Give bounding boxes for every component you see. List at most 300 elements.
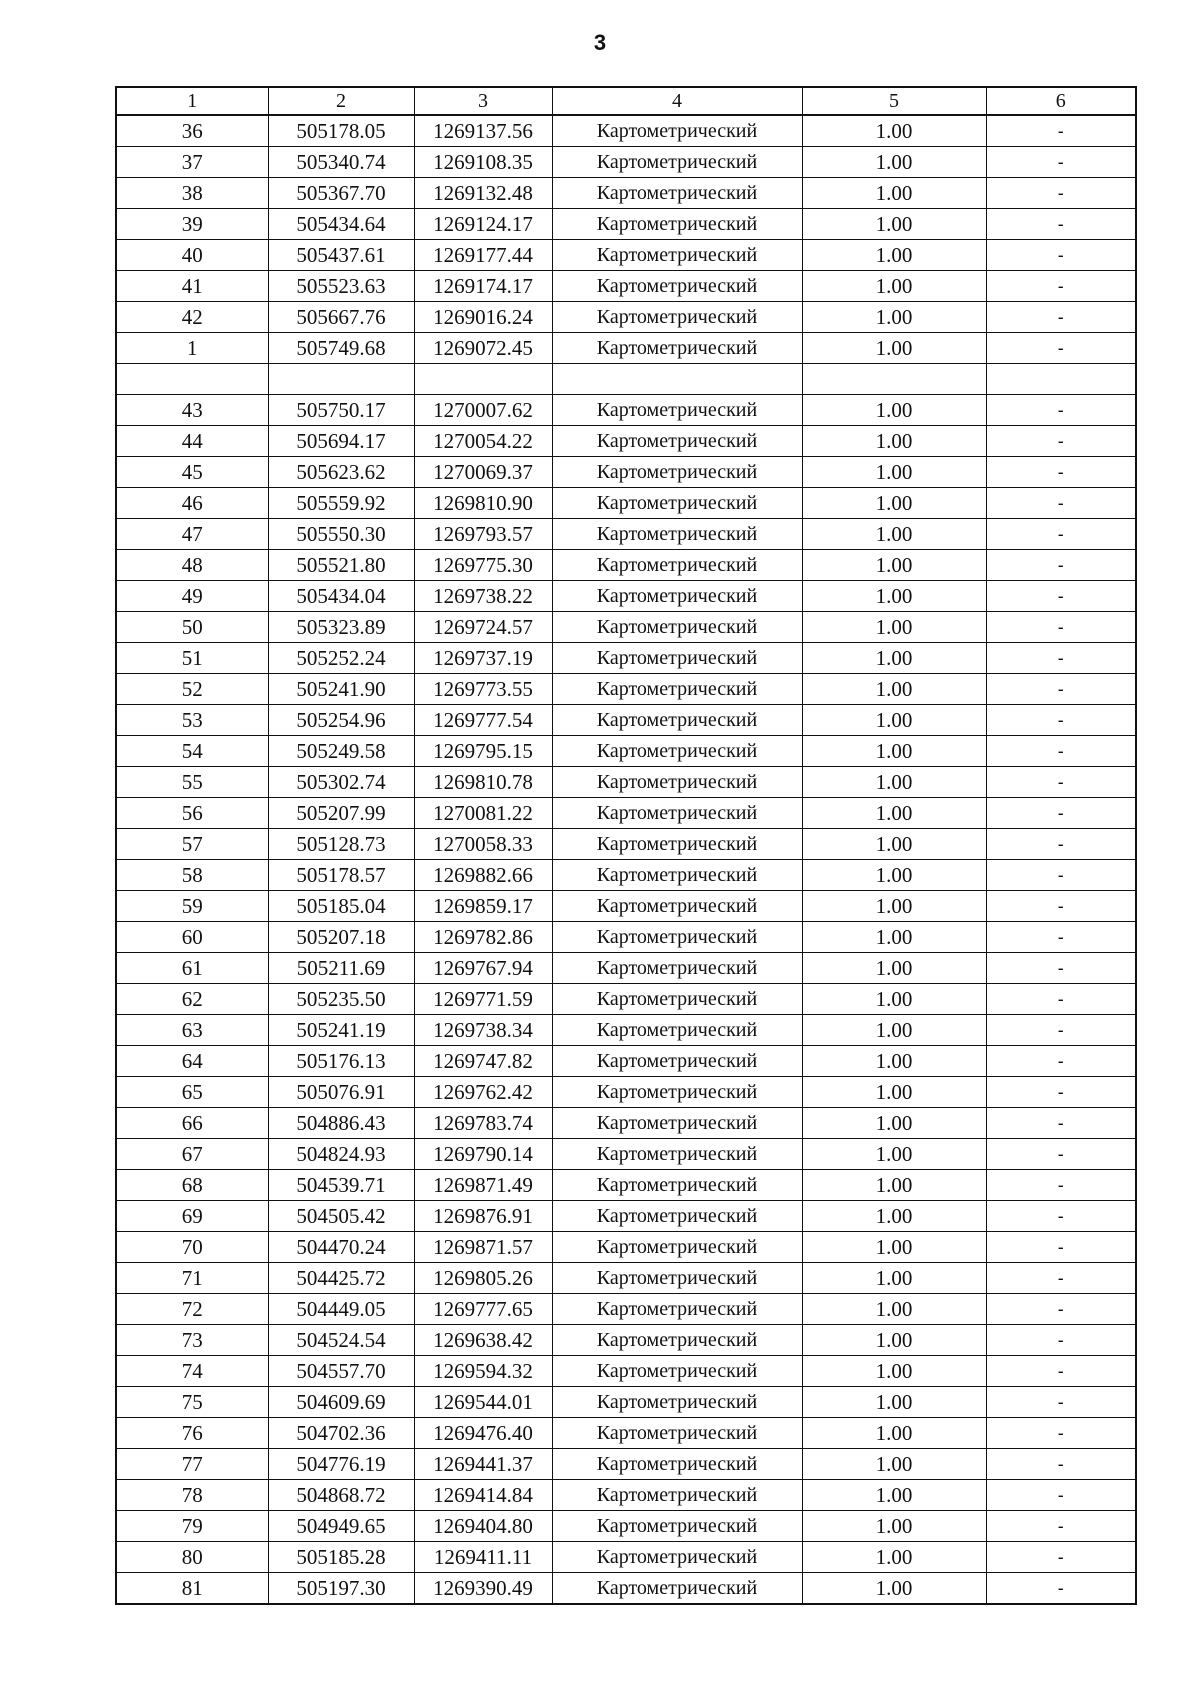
description-cell: - [986, 426, 1136, 457]
x-coordinate-cell: 505434.04 [268, 581, 414, 612]
description-cell: - [986, 271, 1136, 302]
y-coordinate-cell: 1269638.42 [414, 1325, 552, 1356]
x-coordinate-cell: 505178.05 [268, 115, 414, 147]
method-cell: Картометрический [552, 1480, 802, 1511]
table-row [116, 1263, 1136, 1294]
description-cell: - [986, 1418, 1136, 1449]
point-number-cell: 57 [116, 829, 268, 860]
y-coordinate-cell: 1269762.42 [414, 1077, 552, 1108]
table-row [116, 240, 1136, 271]
x-coordinate-cell: 504505.42 [268, 1201, 414, 1232]
point-number-cell: 81 [116, 1573, 268, 1605]
point-number-cell: 48 [116, 550, 268, 581]
x-coordinate-cell: 505254.96 [268, 705, 414, 736]
accuracy-cell: 1.00 [802, 674, 986, 705]
table-row [116, 643, 1136, 674]
point-number-cell: 69 [116, 1201, 268, 1232]
method-cell: Картометрический [552, 1046, 802, 1077]
method-cell: Картометрический [552, 240, 802, 271]
method-cell: Картометрический [552, 1542, 802, 1573]
column-header: 5 [802, 87, 986, 115]
method-cell: Картометрический [552, 333, 802, 364]
x-coordinate-cell: 505667.76 [268, 302, 414, 333]
method-cell: Картометрический [552, 798, 802, 829]
description-cell: - [986, 1077, 1136, 1108]
point-number-cell: 42 [116, 302, 268, 333]
accuracy-cell: 1.00 [802, 1480, 986, 1511]
description-cell: - [986, 953, 1136, 984]
y-coordinate-cell: 1269544.01 [414, 1387, 552, 1418]
x-coordinate-cell: 505211.69 [268, 953, 414, 984]
description-cell: - [986, 178, 1136, 209]
x-coordinate-cell: 505749.68 [268, 333, 414, 364]
point-number-cell: 63 [116, 1015, 268, 1046]
x-coordinate-cell: 505197.30 [268, 1573, 414, 1605]
description-cell: - [986, 147, 1136, 178]
table-row [116, 1015, 1136, 1046]
description-cell: - [986, 1015, 1136, 1046]
accuracy-cell: 1.00 [802, 115, 986, 147]
table-row [116, 209, 1136, 240]
x-coordinate-cell: 505207.99 [268, 798, 414, 829]
point-number-cell: 79 [116, 1511, 268, 1542]
method-cell: Картометрический [552, 550, 802, 581]
point-number-cell: 62 [116, 984, 268, 1015]
y-coordinate-cell: 1269810.78 [414, 767, 552, 798]
y-coordinate-cell: 1269773.55 [414, 674, 552, 705]
point-number-cell: 53 [116, 705, 268, 736]
table-row [116, 860, 1136, 891]
x-coordinate-cell: 505523.63 [268, 271, 414, 302]
accuracy-cell: 1.00 [802, 581, 986, 612]
x-coordinate-cell: 505128.73 [268, 829, 414, 860]
y-coordinate-cell: 1269795.15 [414, 736, 552, 767]
table-row [116, 705, 1136, 736]
x-coordinate-cell: 505302.74 [268, 767, 414, 798]
method-cell: Картометрический [552, 891, 802, 922]
method-cell: Картометрический [552, 1232, 802, 1263]
x-coordinate-cell: 504886.43 [268, 1108, 414, 1139]
table-row [116, 1573, 1136, 1605]
y-coordinate-cell: 1269771.59 [414, 984, 552, 1015]
y-coordinate-cell: 1269876.91 [414, 1201, 552, 1232]
y-coordinate-cell: 1269777.65 [414, 1294, 552, 1325]
y-coordinate-cell: 1269132.48 [414, 178, 552, 209]
table-row [116, 333, 1136, 364]
x-coordinate-cell: 505559.92 [268, 488, 414, 519]
point-number-cell: 51 [116, 643, 268, 674]
accuracy-cell: 1.00 [802, 147, 986, 178]
y-coordinate-cell: 1269767.94 [414, 953, 552, 984]
description-cell: - [986, 302, 1136, 333]
y-coordinate-cell: 1269747.82 [414, 1046, 552, 1077]
table-row [116, 550, 1136, 581]
x-coordinate-cell: 505323.89 [268, 612, 414, 643]
x-coordinate-cell: 505241.90 [268, 674, 414, 705]
point-number-cell: 77 [116, 1449, 268, 1480]
y-coordinate-cell: 1269476.40 [414, 1418, 552, 1449]
point-number-cell: 50 [116, 612, 268, 643]
table-row [116, 395, 1136, 426]
point-number-cell [116, 364, 268, 395]
column-header: 6 [986, 87, 1136, 115]
y-coordinate-cell: 1269177.44 [414, 240, 552, 271]
point-number-cell: 55 [116, 767, 268, 798]
table-row [116, 302, 1136, 333]
x-coordinate-cell: 504824.93 [268, 1139, 414, 1170]
accuracy-cell: 1.00 [802, 643, 986, 674]
y-coordinate-cell [414, 364, 552, 395]
method-cell: Картометрический [552, 1573, 802, 1605]
accuracy-cell: 1.00 [802, 1294, 986, 1325]
table-body [116, 87, 1136, 1604]
table-row [116, 1511, 1136, 1542]
table-row [116, 178, 1136, 209]
point-number-cell: 70 [116, 1232, 268, 1263]
method-cell: Картометрический [552, 519, 802, 550]
table-row [116, 1542, 1136, 1573]
y-coordinate-cell: 1269108.35 [414, 147, 552, 178]
point-number-cell: 47 [116, 519, 268, 550]
description-cell: - [986, 333, 1136, 364]
method-cell: Картометрический [552, 488, 802, 519]
accuracy-cell: 1.00 [802, 767, 986, 798]
point-number-cell: 39 [116, 209, 268, 240]
y-coordinate-cell: 1270069.37 [414, 457, 552, 488]
point-number-cell: 59 [116, 891, 268, 922]
point-number-cell: 64 [116, 1046, 268, 1077]
point-number-cell: 74 [116, 1356, 268, 1387]
table-row [116, 891, 1136, 922]
point-number-cell: 67 [116, 1139, 268, 1170]
point-number-cell: 72 [116, 1294, 268, 1325]
table-row [116, 767, 1136, 798]
description-cell: - [986, 1232, 1136, 1263]
method-cell: Картометрический [552, 1263, 802, 1294]
x-coordinate-cell: 504449.05 [268, 1294, 414, 1325]
point-number-cell: 40 [116, 240, 268, 271]
description-cell: - [986, 550, 1136, 581]
description-cell: - [986, 1046, 1136, 1077]
point-number-cell: 76 [116, 1418, 268, 1449]
description-cell: - [986, 457, 1136, 488]
description-cell: - [986, 1480, 1136, 1511]
point-number-cell: 46 [116, 488, 268, 519]
point-number-cell: 44 [116, 426, 268, 457]
y-coordinate-cell: 1269137.56 [414, 115, 552, 147]
point-number-cell: 58 [116, 860, 268, 891]
y-coordinate-cell: 1270081.22 [414, 798, 552, 829]
table-row [116, 364, 1136, 395]
method-cell: Картометрический [552, 705, 802, 736]
y-coordinate-cell: 1269016.24 [414, 302, 552, 333]
table-row [116, 674, 1136, 705]
x-coordinate-cell: 505623.62 [268, 457, 414, 488]
method-cell: Картометрический [552, 1325, 802, 1356]
x-coordinate-cell: 505694.17 [268, 426, 414, 457]
method-cell: Картометрический [552, 457, 802, 488]
table-row [116, 488, 1136, 519]
accuracy-cell [802, 364, 986, 395]
accuracy-cell: 1.00 [802, 519, 986, 550]
description-cell: - [986, 1170, 1136, 1201]
x-coordinate-cell: 504539.71 [268, 1170, 414, 1201]
description-cell: - [986, 581, 1136, 612]
accuracy-cell: 1.00 [802, 829, 986, 860]
table-row [116, 1418, 1136, 1449]
x-coordinate-cell: 504470.24 [268, 1232, 414, 1263]
description-cell: - [986, 612, 1136, 643]
point-number-cell: 60 [116, 922, 268, 953]
description-cell: - [986, 1294, 1136, 1325]
y-coordinate-cell: 1269724.57 [414, 612, 552, 643]
table-row [116, 1387, 1136, 1418]
method-cell: Картометрический [552, 1356, 802, 1387]
x-coordinate-cell: 505340.74 [268, 147, 414, 178]
method-cell: Картометрический [552, 426, 802, 457]
table-row [116, 581, 1136, 612]
accuracy-cell: 1.00 [802, 209, 986, 240]
y-coordinate-cell: 1270054.22 [414, 426, 552, 457]
description-cell: - [986, 1139, 1136, 1170]
method-cell: Картометрический [552, 178, 802, 209]
description-cell: - [986, 984, 1136, 1015]
accuracy-cell: 1.00 [802, 736, 986, 767]
accuracy-cell: 1.00 [802, 953, 986, 984]
x-coordinate-cell: 505176.13 [268, 1046, 414, 1077]
accuracy-cell: 1.00 [802, 457, 986, 488]
point-number-cell: 75 [116, 1387, 268, 1418]
accuracy-cell: 1.00 [802, 1356, 986, 1387]
x-coordinate-cell: 504949.65 [268, 1511, 414, 1542]
table-row [116, 953, 1136, 984]
accuracy-cell: 1.00 [802, 1542, 986, 1573]
y-coordinate-cell: 1269871.57 [414, 1232, 552, 1263]
point-number-cell: 52 [116, 674, 268, 705]
method-cell: Картометрический [552, 1511, 802, 1542]
point-number-cell: 78 [116, 1480, 268, 1511]
x-coordinate-cell: 505185.04 [268, 891, 414, 922]
method-cell: Картометрический [552, 1294, 802, 1325]
y-coordinate-cell: 1269783.74 [414, 1108, 552, 1139]
description-cell: - [986, 922, 1136, 953]
x-coordinate-cell: 505185.28 [268, 1542, 414, 1573]
description-cell: - [986, 798, 1136, 829]
method-cell: Картометрический [552, 302, 802, 333]
x-coordinate-cell [268, 364, 414, 395]
y-coordinate-cell: 1269594.32 [414, 1356, 552, 1387]
table-row [116, 1232, 1136, 1263]
point-number-cell: 36 [116, 115, 268, 147]
point-number-cell: 68 [116, 1170, 268, 1201]
method-cell: Картометрический [552, 115, 802, 147]
y-coordinate-cell: 1269777.54 [414, 705, 552, 736]
description-cell: - [986, 1449, 1136, 1480]
method-cell: Картометрический [552, 643, 802, 674]
x-coordinate-cell: 505521.80 [268, 550, 414, 581]
point-number-cell: 49 [116, 581, 268, 612]
description-cell: - [986, 1108, 1136, 1139]
page-number: 3 [593, 30, 607, 55]
table-row [116, 115, 1136, 147]
x-coordinate-cell: 505252.24 [268, 643, 414, 674]
description-cell: - [986, 488, 1136, 519]
method-cell: Картометрический [552, 984, 802, 1015]
x-coordinate-cell: 505550.30 [268, 519, 414, 550]
point-number-cell: 65 [116, 1077, 268, 1108]
y-coordinate-cell: 1269124.17 [414, 209, 552, 240]
table-row [116, 1480, 1136, 1511]
table-row [116, 736, 1136, 767]
method-cell: Картометрический [552, 829, 802, 860]
accuracy-cell: 1.00 [802, 612, 986, 643]
method-cell: Картометрический [552, 736, 802, 767]
table-row [116, 1046, 1136, 1077]
point-number-cell: 61 [116, 953, 268, 984]
table-row [116, 519, 1136, 550]
accuracy-cell: 1.00 [802, 1573, 986, 1605]
method-cell: Картометрический [552, 147, 802, 178]
point-number-cell: 38 [116, 178, 268, 209]
accuracy-cell: 1.00 [802, 550, 986, 581]
method-cell: Картометрический [552, 1170, 802, 1201]
method-cell: Картометрический [552, 395, 802, 426]
method-cell: Картометрический [552, 209, 802, 240]
table-row [116, 1077, 1136, 1108]
accuracy-cell: 1.00 [802, 860, 986, 891]
point-number-cell: 43 [116, 395, 268, 426]
table-row [116, 1139, 1136, 1170]
description-cell: - [986, 1201, 1136, 1232]
y-coordinate-cell: 1269790.14 [414, 1139, 552, 1170]
x-coordinate-cell: 504702.36 [268, 1418, 414, 1449]
accuracy-cell: 1.00 [802, 240, 986, 271]
description-cell: - [986, 1573, 1136, 1605]
x-coordinate-cell: 505367.70 [268, 178, 414, 209]
point-number-cell: 54 [116, 736, 268, 767]
accuracy-cell: 1.00 [802, 1232, 986, 1263]
y-coordinate-cell: 1270058.33 [414, 829, 552, 860]
y-coordinate-cell: 1269738.22 [414, 581, 552, 612]
x-coordinate-cell: 505437.61 [268, 240, 414, 271]
method-cell: Картометрический [552, 581, 802, 612]
table-row [116, 798, 1136, 829]
method-cell: Картометрический [552, 1139, 802, 1170]
method-cell: Картометрический [552, 612, 802, 643]
point-number-cell: 56 [116, 798, 268, 829]
method-cell: Картометрический [552, 1201, 802, 1232]
x-coordinate-cell: 505249.58 [268, 736, 414, 767]
y-coordinate-cell: 1269882.66 [414, 860, 552, 891]
y-coordinate-cell: 1269072.45 [414, 333, 552, 364]
x-coordinate-cell: 505750.17 [268, 395, 414, 426]
point-number-cell: 66 [116, 1108, 268, 1139]
description-cell: - [986, 674, 1136, 705]
x-coordinate-cell: 504609.69 [268, 1387, 414, 1418]
method-cell: Картометрический [552, 674, 802, 705]
accuracy-cell: 1.00 [802, 271, 986, 302]
description-cell: - [986, 891, 1136, 922]
accuracy-cell: 1.00 [802, 984, 986, 1015]
table-row [116, 922, 1136, 953]
description-cell: - [986, 1263, 1136, 1294]
y-coordinate-cell: 1269737.19 [414, 643, 552, 674]
table-row [116, 1108, 1136, 1139]
table-row [116, 1294, 1136, 1325]
point-number-cell: 1 [116, 333, 268, 364]
method-cell: Картометрический [552, 1077, 802, 1108]
point-number-cell: 45 [116, 457, 268, 488]
accuracy-cell: 1.00 [802, 1170, 986, 1201]
accuracy-cell: 1.00 [802, 1325, 986, 1356]
accuracy-cell: 1.00 [802, 1108, 986, 1139]
table-row [116, 271, 1136, 302]
y-coordinate-cell: 1269810.90 [414, 488, 552, 519]
accuracy-cell: 1.00 [802, 705, 986, 736]
x-coordinate-cell: 505434.64 [268, 209, 414, 240]
y-coordinate-cell: 1269390.49 [414, 1573, 552, 1605]
point-number-cell: 71 [116, 1263, 268, 1294]
method-cell: Картометрический [552, 1418, 802, 1449]
description-cell: - [986, 1356, 1136, 1387]
accuracy-cell: 1.00 [802, 1387, 986, 1418]
accuracy-cell: 1.00 [802, 1418, 986, 1449]
method-cell: Картометрический [552, 953, 802, 984]
accuracy-cell: 1.00 [802, 178, 986, 209]
table-row [116, 1170, 1136, 1201]
y-coordinate-cell: 1269411.11 [414, 1542, 552, 1573]
method-cell [552, 364, 802, 395]
accuracy-cell: 1.00 [802, 1511, 986, 1542]
method-cell: Картометрический [552, 271, 802, 302]
method-cell: Картометрический [552, 860, 802, 891]
table-row [116, 1201, 1136, 1232]
description-cell [986, 364, 1136, 395]
x-coordinate-cell: 504776.19 [268, 1449, 414, 1480]
accuracy-cell: 1.00 [802, 1263, 986, 1294]
table-row [116, 1325, 1136, 1356]
x-coordinate-cell: 504868.72 [268, 1480, 414, 1511]
x-coordinate-cell: 505076.91 [268, 1077, 414, 1108]
x-coordinate-cell: 505178.57 [268, 860, 414, 891]
table-row [116, 984, 1136, 1015]
table-row [116, 1356, 1136, 1387]
x-coordinate-cell: 505207.18 [268, 922, 414, 953]
description-cell: - [986, 1325, 1136, 1356]
description-cell: - [986, 829, 1136, 860]
x-coordinate-cell: 504425.72 [268, 1263, 414, 1294]
method-cell: Картометрический [552, 1387, 802, 1418]
method-cell: Картометрический [552, 922, 802, 953]
y-coordinate-cell: 1269441.37 [414, 1449, 552, 1480]
description-cell: - [986, 643, 1136, 674]
column-header: 1 [116, 87, 268, 115]
description-cell: - [986, 1511, 1136, 1542]
description-cell: - [986, 767, 1136, 798]
x-coordinate-cell: 504524.54 [268, 1325, 414, 1356]
coordinates-table [115, 86, 1137, 1605]
description-cell: - [986, 1387, 1136, 1418]
method-cell: Картометрический [552, 1108, 802, 1139]
point-number-cell: 73 [116, 1325, 268, 1356]
description-cell: - [986, 1542, 1136, 1573]
description-cell: - [986, 705, 1136, 736]
y-coordinate-cell: 1269859.17 [414, 891, 552, 922]
accuracy-cell: 1.00 [802, 302, 986, 333]
accuracy-cell: 1.00 [802, 798, 986, 829]
point-number-cell: 37 [116, 147, 268, 178]
accuracy-cell: 1.00 [802, 1201, 986, 1232]
